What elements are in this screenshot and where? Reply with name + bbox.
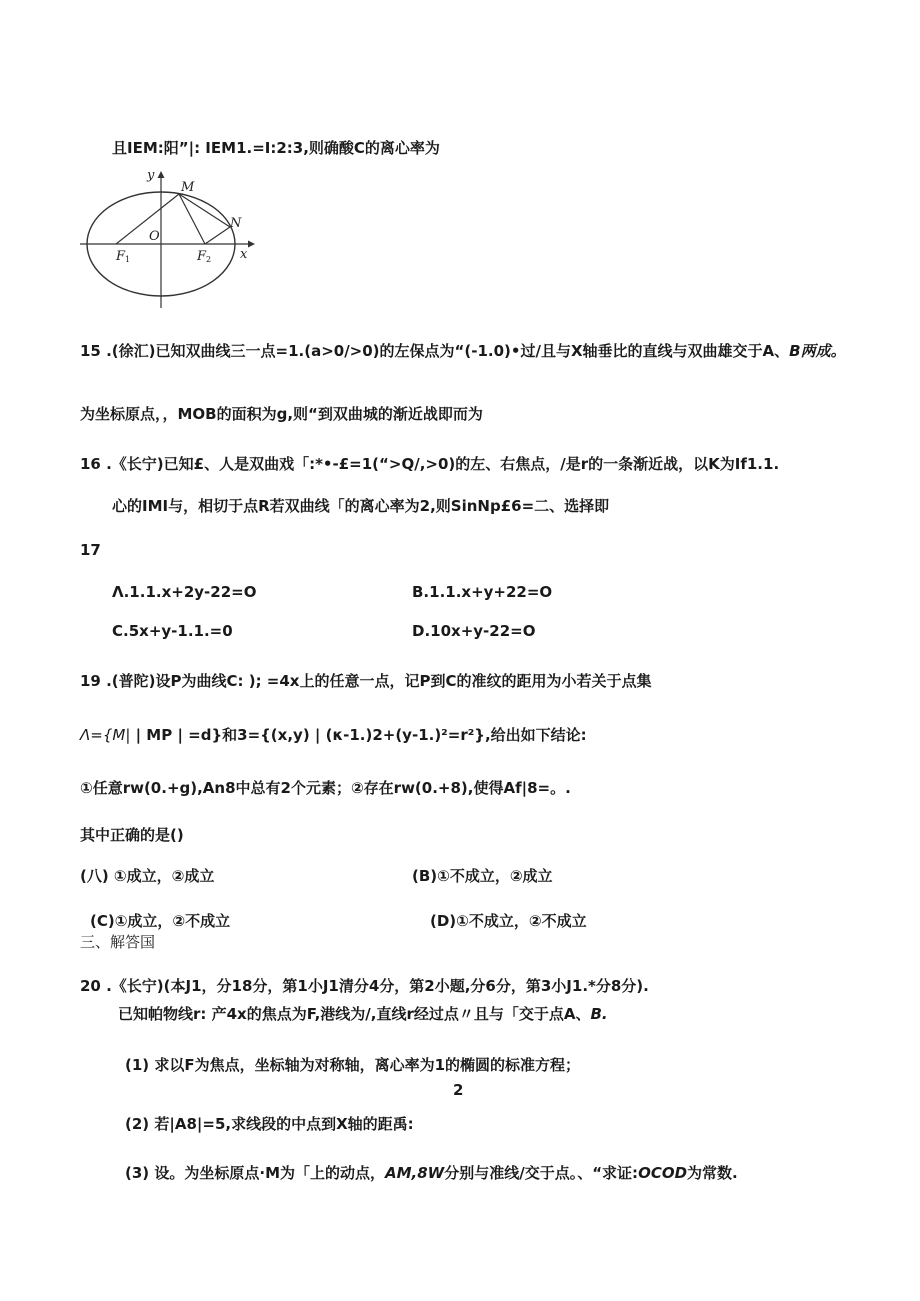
q20-part1: (1) 求以F为焦点，坐标轴为对称轴，离心率为1的椭圆的标准方程； — [125, 1056, 581, 1074]
q20-part2: (2) 若|A8|=5,求线段的中点到X轴的距禹: — [125, 1115, 414, 1133]
ellipse-figure — [78, 160, 268, 310]
y-axis-arrow — [158, 171, 165, 178]
q17-number: 17 — [80, 541, 101, 559]
q19-option-c: (C)①成立，②不成立 — [90, 912, 231, 930]
label-f2-sub: 2 — [206, 255, 212, 264]
label-f1: F — [116, 249, 126, 264]
q20-part3 — [125, 1163, 738, 1183]
q20-part3-italic: OCOD — [638, 1164, 688, 1182]
q17-option-c: C.5x+y-1.1.=0 — [112, 622, 233, 640]
q20-line2-tail: B. — [590, 1005, 608, 1023]
segment-f1-m — [116, 194, 179, 244]
q20-line2-text: 已知帕物线r: 产4x的焦点为F,港线为/,直线r经过点〃且与「交于点A、 — [118, 1005, 591, 1023]
q15-line2: 为坐标原点，，MOB的面积为g,则“到双曲城的渐近战即而为 — [80, 405, 483, 423]
q14-condition: 且IEM:阳”|: IEM1.=I:2:3,则确酸C的离心率为 — [112, 139, 440, 157]
q19-option-b: (B)①不成立，②成立 — [412, 867, 553, 885]
label-m: M — [181, 180, 195, 195]
segment-f2-n — [205, 227, 230, 244]
q19-line1: 19 .(普陀)设P为曲线C: ); =4x上的任意一点，记P到C的准纹的距用为小若关于点集 — [80, 672, 652, 690]
section3-title: 三、解答国 — [80, 933, 156, 951]
q19-line2-text: | MP | =d}和3={(x,y) | (κ-1.)2+(y-1.)²=r²},给出如下结论: — [130, 726, 587, 744]
q20-part3-end: 为常数. — [687, 1164, 738, 1182]
q20-part3-mid: AM,8W — [385, 1164, 445, 1182]
q19-option-a: (八) ①成立，②成立 — [80, 867, 215, 885]
q17-option-b: B.1.1.x+y+22=O — [412, 583, 553, 601]
q15-line1-tail: B两成。 — [789, 342, 846, 360]
x-axis-arrow — [248, 241, 255, 248]
label-x: x — [240, 247, 248, 262]
q19-option-d: (D)①不成立，②不成立 — [430, 912, 587, 930]
q17-option-a: Λ.1.1.x+2y-22=O — [112, 583, 257, 601]
q20-line2 — [118, 1004, 608, 1024]
q20-part1-number: 2 — [453, 1081, 464, 1099]
label-f1-sub: 1 — [125, 255, 131, 264]
q19-line2-italic: Λ={M| — [80, 726, 131, 744]
q20-part3-b: 分别与准线/交于点。、“求证: — [444, 1164, 639, 1182]
q16-line2: 心的IMI与，相切于点R若双曲线「的离心率为2,则SinNp£6=二、选择即 — [112, 497, 610, 515]
q20-line1: 20 .《长宁)(本J1，分18分，第1小J1清分4分，第2小题,分6分，第3小J1.*分8分). — [80, 977, 649, 995]
label-y: y — [147, 168, 155, 183]
q15-line1 — [80, 341, 846, 361]
label-n: N — [230, 216, 242, 231]
q19-line3: ①任意rw(0.+g),An8中总有2个元素；②存在rw(0.+8),使得Af|8=。. — [80, 779, 571, 797]
q19-line2 — [80, 725, 587, 745]
label-f2: F — [197, 249, 207, 264]
q16-line1: 16 .《长宁)已知£、人是双曲戏「:*•-£=1(“>Q/,>0)的左、右焦点，/是r的一条渐近战，以K为If1.1. — [80, 455, 780, 473]
q19-line4: 其中正确的是() — [80, 826, 184, 844]
q20-part3-text: (3) 设。为坐标原点·M为「上的动点， — [125, 1164, 385, 1182]
segment-m-n — [179, 194, 230, 227]
q15-line1-text: 15 .(徐汇)已知双曲线三一点=1.(a>0/>0)的左保点为“(-1.0)•过/且与X轴垂比的直线与双曲雄交于A、 — [80, 342, 790, 360]
q17-option-d: D.10x+y-22=O — [412, 622, 536, 640]
label-o: O — [149, 229, 160, 244]
segment-m-f2 — [179, 194, 205, 244]
